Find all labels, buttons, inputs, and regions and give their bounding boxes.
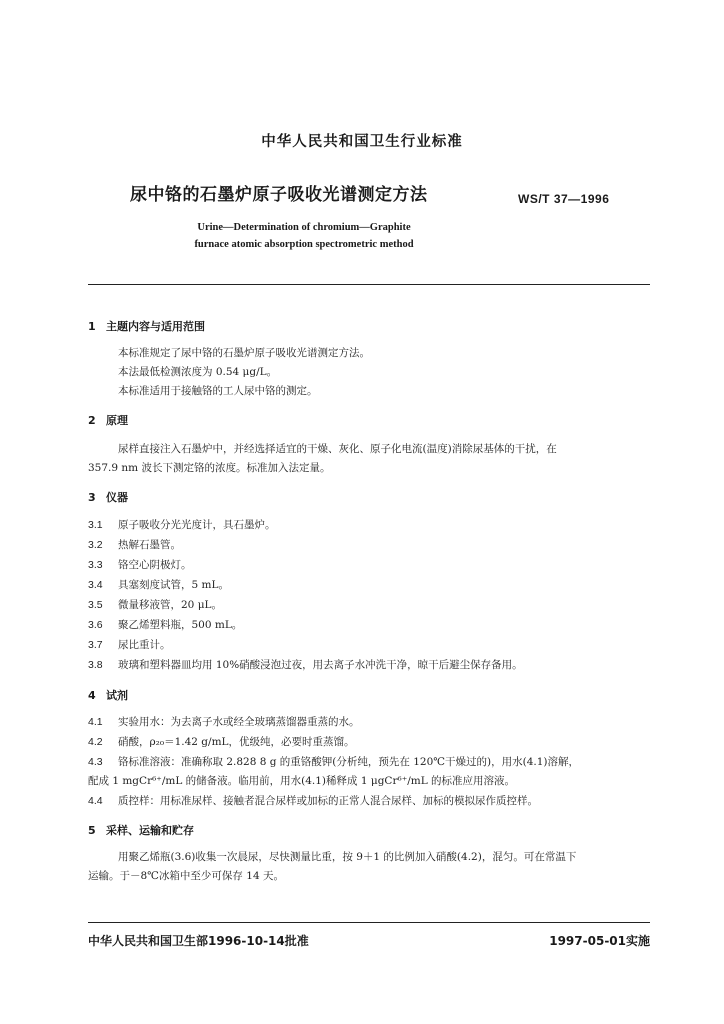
paragraph-continuation: 运输。于－8℃冰箱中至少可保存 14 天。 — [88, 870, 284, 882]
paragraph-line: 本法最低检测浓度为 0.54 μg/L。 — [118, 366, 278, 378]
item-text: 热解石墨管。 — [118, 539, 181, 551]
list-item — [88, 557, 192, 572]
item-number: 4.3 — [88, 756, 103, 768]
standard-code: WS/T 37—1996 — [518, 192, 610, 206]
english-title-line-2: furnace atomic absorption spectrometric method — [194, 239, 414, 250]
item-text: 微量移液管，20 μL。 — [118, 599, 222, 611]
approval-statement: 中华人民共和国卫生部1996-10-14批准 — [88, 934, 309, 948]
list-item — [88, 537, 181, 552]
item-text: 铬空心阴极灯。 — [118, 559, 192, 571]
paragraph-line: 本标准规定了尿中铬的石墨炉原子吸收光谱测定方法。 — [118, 347, 370, 359]
list-item — [88, 734, 355, 749]
item-number: 3.5 — [88, 599, 103, 611]
list-item — [88, 597, 222, 612]
section-4-heading — [88, 687, 128, 703]
section-number: 1 — [88, 320, 96, 333]
item-number: 3.4 — [88, 579, 103, 591]
section-number: 5 — [88, 824, 96, 837]
section-title: 试剂 — [106, 689, 128, 702]
list-item — [88, 793, 538, 808]
paragraph-continuation: 配成 1 mgCr⁶⁺/mL 的储备液。临用前，用水(4.1)稀释成 1 μgCr⁶⁺/mL 的标准应用溶液。 — [88, 775, 516, 787]
paragraph-line: 本标准适用于接触铬的工人尿中铬的测定。 — [118, 385, 318, 397]
item-number: 4.4 — [88, 795, 103, 807]
item-text: 质控样：用标准尿样、接触者混合尿样或加标的正常人混合尿样、加标的模拟尿作质控样。 — [118, 795, 538, 807]
list-item — [88, 577, 229, 592]
item-text: 硝酸，ρ₂₀＝1.42 g/mL，优级纯，必要时重蒸馏。 — [118, 736, 355, 748]
document-title: 尿中铬的石墨炉原子吸收光谱测定方法 — [130, 185, 428, 205]
item-text: 铬标准溶液：准确称取 2.828 8 g 的重铬酸钾(分析纯，预先在 120℃干燥过的)，用水(4.1)溶解， — [118, 756, 580, 768]
item-text: 具塞刻度试管，5 mL。 — [118, 579, 229, 591]
item-text: 尿比重计。 — [118, 639, 171, 651]
english-title-line-1: Urine—Determination of chromium—Graphite — [197, 222, 411, 233]
item-number: 4.2 — [88, 736, 103, 748]
item-text: 原子吸收分光光度计，具石墨炉。 — [118, 519, 276, 531]
item-number: 3.8 — [88, 659, 103, 671]
section-2-heading — [88, 412, 128, 428]
section-title: 采样、运输和贮存 — [106, 824, 194, 837]
header-divider — [88, 284, 650, 285]
list-item — [88, 617, 242, 632]
section-title: 主题内容与适用范围 — [106, 320, 205, 333]
list-item — [88, 517, 276, 532]
item-number: 3.6 — [88, 619, 103, 631]
implementation-date: 1997-05-01实施 — [549, 934, 650, 948]
section-title: 原理 — [106, 414, 128, 427]
item-text: 实验用水：为去离子水或经全玻璃蒸馏器重蒸的水。 — [118, 716, 360, 728]
section-number: 4 — [88, 689, 96, 702]
list-item — [88, 754, 579, 769]
item-number: 4.1 — [88, 716, 103, 728]
section-title: 仪器 — [106, 491, 128, 504]
section-5-heading — [88, 822, 194, 838]
list-item — [88, 714, 360, 729]
item-text: 玻璃和塑料器皿均用 10%硝酸浸泡过夜，用去离子水冲洗干净，晾干后避尘保存备用。 — [118, 659, 523, 671]
section-number: 2 — [88, 414, 96, 427]
list-item — [88, 637, 171, 652]
issuing-authority: 中华人民共和国卫生行业标准 — [261, 134, 463, 150]
footer-divider — [88, 922, 650, 923]
item-number: 3.2 — [88, 539, 103, 551]
section-number: 3 — [88, 491, 96, 504]
item-number: 3.3 — [88, 559, 103, 571]
section-1-heading — [88, 318, 205, 334]
list-item — [88, 657, 523, 672]
paragraph-continuation: 357.9 nm 波长下测定铬的浓度。标准加入法定量。 — [88, 462, 331, 474]
section-3-heading — [88, 489, 128, 505]
paragraph-line: 用聚乙烯瓶(3.6)收集一次晨尿，尽快测量比重，按 9＋1 的比例加入硝酸(4.2)，混匀。可在常温下 — [118, 851, 577, 863]
item-number: 3.1 — [88, 519, 103, 531]
item-number: 3.7 — [88, 639, 103, 651]
item-text: 聚乙烯塑料瓶，500 mL。 — [118, 619, 243, 631]
paragraph-line: 尿样直接注入石墨炉中，并经选择适宜的干燥、灰化、原子化电流(温度)消除尿基体的干扰，在 — [118, 443, 557, 455]
